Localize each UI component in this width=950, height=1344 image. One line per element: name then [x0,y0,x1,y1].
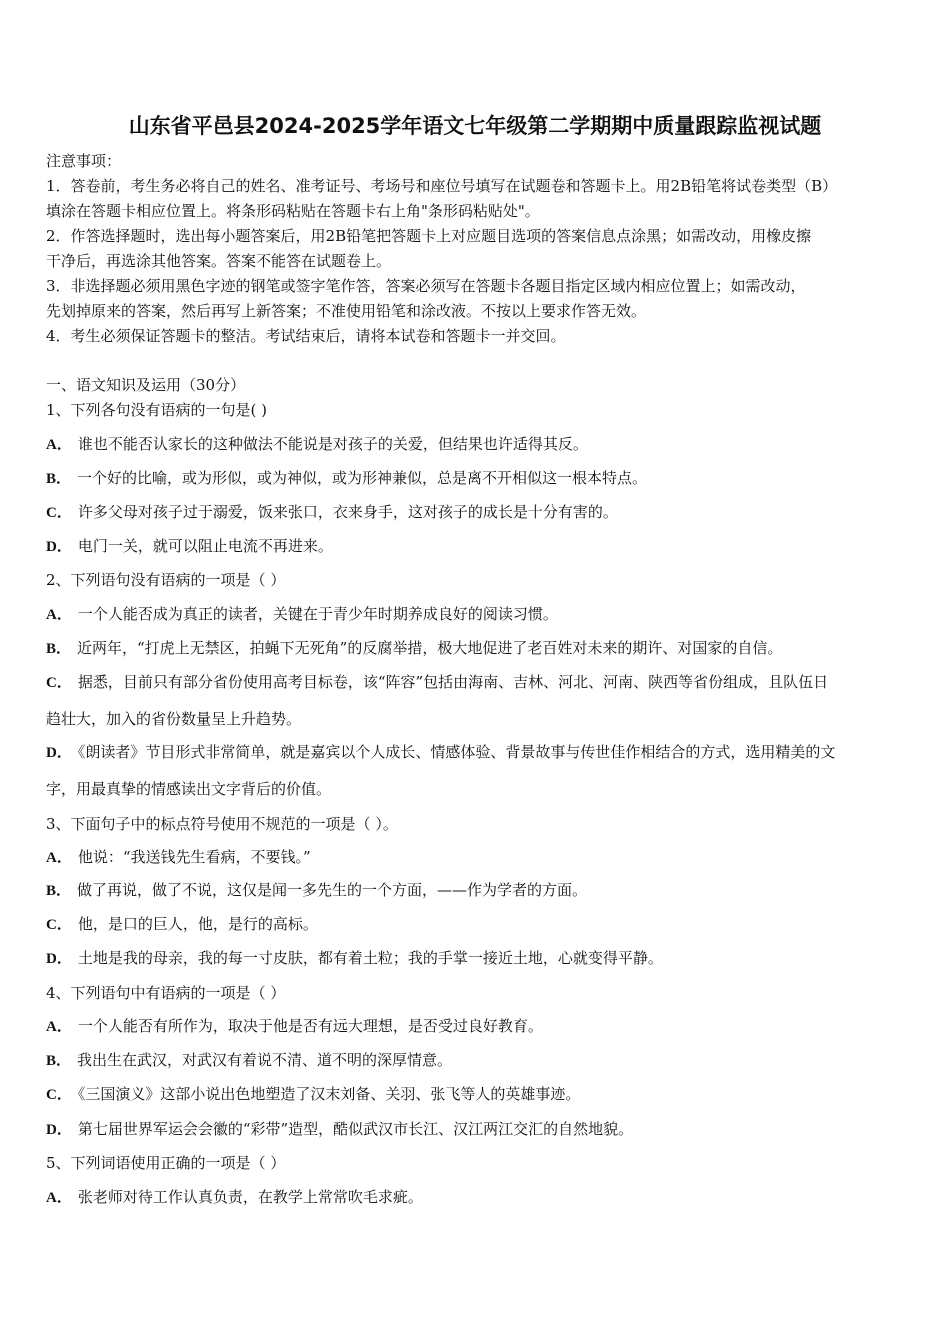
option [46,948,663,969]
notice-line: 干净后，再选涂其他答案。答案不能答在试题卷上。 [46,252,392,270]
option-label: A． [46,607,72,623]
option-label: D． [46,539,72,555]
option-text: 《朗读者》节目形式非常简单，就是嘉宾以个人成长、情感体验、背景故事与传世佳作相结合的方式，选用精美的文 [77,743,836,761]
section-heading: 一、语文知识及运用（30分） [46,376,246,394]
notice-line: 填涂在答题卡相应位置上。将条形码粘贴在答题卡右上角"条形码粘贴处"。 [46,202,540,220]
option [46,1050,452,1071]
option-text: 许多父母对孩子过于溺爱，饭来张口，衣来身手，这对孩子的成长是十分有害的。 [77,503,618,521]
option-text: 电门一关，就可以阻止电流不再进来。 [77,537,333,555]
option-label: C． [46,1087,72,1103]
option [46,672,828,693]
question-stem: 2、下列语句没有语病的一项是（ ） [46,571,286,589]
option [46,1084,580,1105]
option [46,1187,423,1208]
notice-line: 1．答卷前，考生务必将自己的姓名、准考证号、考场号和座位号填写在试题卷和答题卡上。用2B铅笔将试卷类型（B） [46,177,838,195]
option-label: A． [46,1019,72,1035]
option-continuation: 字，用最真挚的情感读出文字背后的价值。 [46,780,332,798]
option [46,1016,543,1037]
option-label: A． [46,437,72,453]
page-title: 山东省平邑县2024-2025学年语文七年级第二学期期中质量跟踪监视试题 [128,114,822,138]
question-stem: 1、下列各句没有语病的一句是( ) [46,401,268,419]
option-label: B． [46,883,72,899]
notice-line: 2．作答选择题时，选出每小题答案后，用2B铅笔把答题卡上对应题目选项的答案信息点涂黑；如需改动，用橡皮擦 [46,227,812,245]
option-label: B． [46,641,72,657]
option-text: 《三国演义》这部小说出色地塑造了汉末刘备、关羽、张飞等人的英雄事迹。 [77,1085,581,1103]
option-label: C． [46,917,72,933]
option-continuation: 趋壮大，加入的省份数量呈上升趋势。 [46,710,302,728]
option-label: C． [46,675,72,691]
option-label: B． [46,471,72,487]
option [46,536,333,557]
option [46,604,558,625]
option [46,468,647,489]
option-label: B． [46,1053,72,1069]
notice-line: 3．非选择题必须用黑色字迹的钢笔或签字笔作答，答案必须写在答题卡各题目指定区域内相应位置上；如需改动， [46,277,806,295]
option-label: D． [46,745,72,761]
option [46,880,587,901]
option [46,502,618,523]
option-text: 他，是口的巨人，他，是行的高标。 [77,915,318,933]
option-text: 第七届世界军运会会徽的“彩带”造型，酷似武汉市长江、汉江两江交汇的自然地貌。 [77,1120,634,1138]
option-text: 据悉，目前只有部分省份使用高考目标卷，该“阵容”包括由海南、吉林、河北、河南、陕西等省份组成，且队伍日 [77,673,829,691]
question-stem: 3、下面句子中的标点符号使用不规范的一项是（ ）。 [46,815,398,833]
option [46,742,835,763]
question-stem: 5、下列词语使用正确的一项是（ ） [46,1154,286,1172]
option-text: 他说：“我送钱先生看病，不要钱。” [77,848,311,866]
option-label: D． [46,1122,72,1138]
notice-heading: 注意事项： [46,152,122,170]
option-text: 土地是我的母亲，我的每一寸皮肤，都有着土粒；我的手掌一接近土地，心就变得平静。 [77,949,663,967]
notice-line: 4．考生必须保证答题卡的整洁。考试结束后，请将本试卷和答题卡一并交回。 [46,327,566,345]
question-stem: 4、下列语句中有语病的一项是（ ） [46,984,286,1002]
option-label: A． [46,850,72,866]
option-text: 做了再说，做了不说，这仅是闻一多先生的一个方面，——作为学者的方面。 [77,881,588,899]
option-text: 我出生在武汉，对武汉有着说不清、道不明的深厚情意。 [77,1051,453,1069]
option-label: D． [46,951,72,967]
option-text: 一个好的比喻，或为形似，或为神似，或为形神兼似，总是离不开相似这一根本特点。 [77,469,648,487]
option [46,847,311,868]
option [46,1119,633,1140]
option [46,914,318,935]
notice-line: 先划掉原来的答案，然后再写上新答案；不准使用铅笔和涂改液。不按以上要求作答无效。 [46,302,647,320]
option [46,638,782,659]
option-text: 谁也不能否认家长的这种做法不能说是对孩子的关爱，但结果也许适得其反。 [77,435,588,453]
option [46,434,588,455]
option-text: 一个人能否有所作为，取决于他是否有远大理想，是否受过良好教育。 [77,1017,543,1035]
option-text: 近两年，“打虎上无禁区，拍蝇下无死角”的反腐举措，极大地促进了老百姓对未来的期许、对国家的自信。 [77,639,783,657]
option-text: 一个人能否成为真正的读者，关键在于青少年时期养成良好的阅读习惯。 [77,605,558,623]
option-text: 张老师对待工作认真负责，在教学上常常吹毛求疵。 [77,1188,423,1206]
option-label: C． [46,505,72,521]
option-label: A． [46,1190,72,1206]
